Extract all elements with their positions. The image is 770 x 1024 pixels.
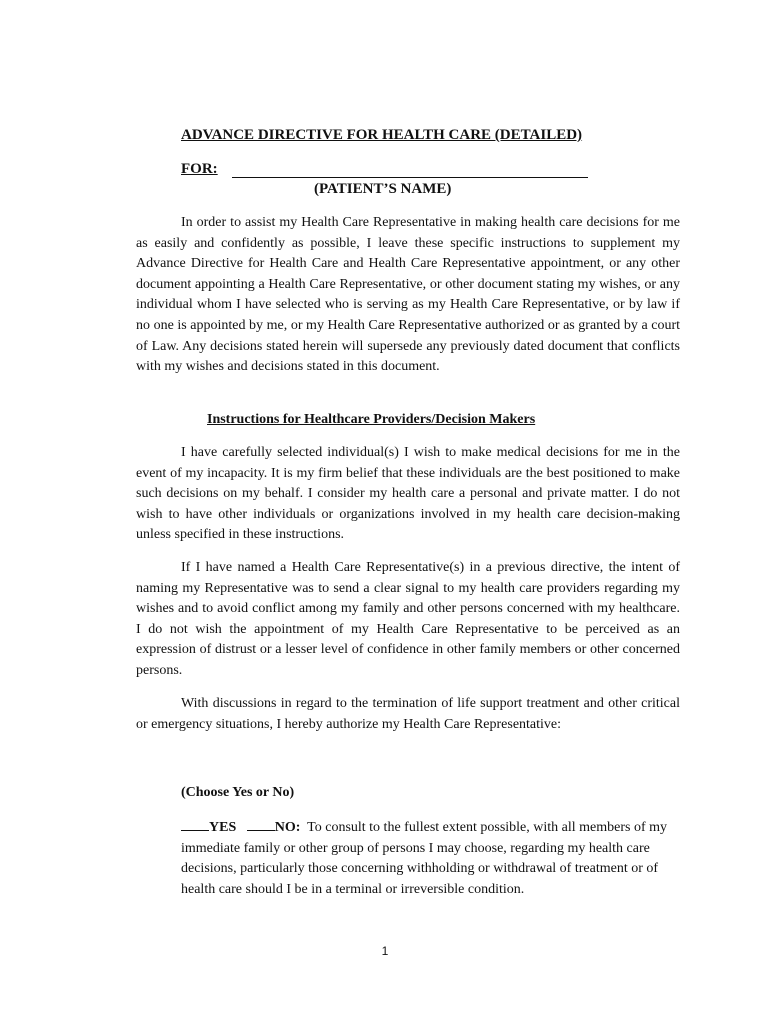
no-blank[interactable]	[247, 830, 275, 831]
no-label: NO:	[274, 820, 301, 835]
for-label: FOR:	[181, 161, 218, 177]
patient-name-caption: (PATIENT’S NAME)	[314, 181, 452, 197]
document-title: ADVANCE DIRECTIVE FOR HEALTH CARE (DETAILED)	[181, 127, 583, 143]
paragraph-4: With discussions in regard to the termination of life support treatment and other critical or emergency situations, I hereby authorize my Health Care Representative:	[136, 696, 680, 732]
patient-name-field[interactable]	[232, 177, 588, 178]
page-number: 1	[381, 944, 389, 958]
paragraph-2: I have carefully selected individual(s) I wish to make medical decisions for me in the event of my incapacity. It is my firm belief that these individuals are the best positioned to make such decisions on my behalf. I consider my health care a personal and private matter. I do not wish to have other individuals or organizations involved in my health care decision-making unless specified in these instructions.	[136, 445, 680, 543]
yes-no-option	[181, 818, 679, 900]
choose-label: (Choose Yes or No)	[181, 785, 295, 800]
intro-paragraph: In order to assist my Health Care Representative in making health care decisions for me as easily and confidently as possible, I leave these specific instructions to supplement my Advance Directive for Health Care and Health Care Representative appointment, or any other document appointing a Health Care Representative, or other document stating my wishes, or any individual whom I have selected who is serving as my Health Care Representative, or by law if no one is appointed by me, or my Health Care Representative authorized or as granted by a court of Law. Any decisions stated herein will supersede any previously dated document that conflicts with my wishes and decisions stated in this document.	[136, 215, 680, 375]
paragraph-3: If I have named a Health Care Representative(s) in a previous directive, the intent of naming my Representative was to send a clear signal to my health care providers regarding my wishes and to avoid conflict among my family and other persons concerned with my healthcare. I do not wish the appointment of my Health Care Representative to be perceived as an expression of distrust or a lesser level of confidence in other family members or other concerned persons.	[136, 560, 680, 678]
section-heading: Instructions for Healthcare Providers/Decision Makers	[207, 412, 536, 427]
yes-blank[interactable]	[181, 830, 209, 831]
option-text: To consult to the fullest extent possible, with all members of my immediate family or other group of persons I may choose, regarding my health care decisions, particularly those concerning withholding or withdrawal of treatment or of health care should I be in a terminal or irreversible condition.	[181, 820, 668, 897]
yes-label: YES	[209, 820, 237, 835]
